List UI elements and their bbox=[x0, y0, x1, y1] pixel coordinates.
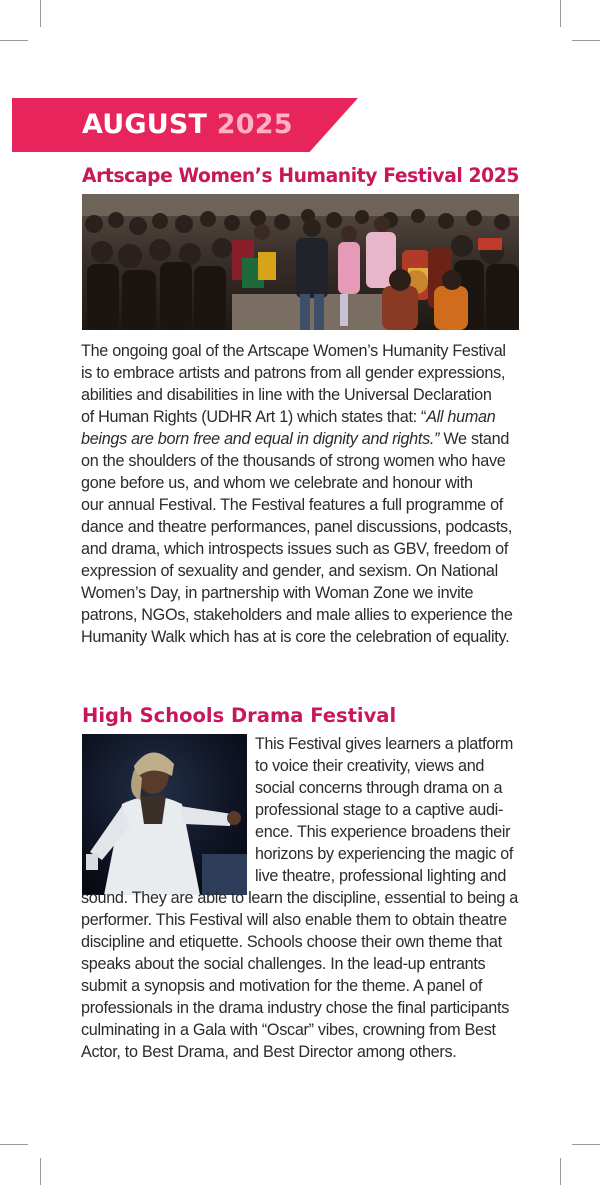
paragraph-line: discipline and etiquette. Schools choose their own theme that bbox=[81, 933, 502, 951]
body-text: patrons, NGOs, stakeholders and male allies to experience the bbox=[81, 606, 513, 624]
paragraph-line: culminating in a Gala with “Oscar” vibes, crowning from Best bbox=[81, 1021, 496, 1039]
student-performer-photo bbox=[82, 734, 247, 895]
month-heading bbox=[82, 107, 293, 143]
paragraph-line bbox=[81, 428, 513, 450]
crop-mark bbox=[40, 0, 41, 27]
body-text: The ongoing goal of the Artscape Women’s Humanity Festival bbox=[81, 342, 506, 360]
paragraph-line: social concerns through drama on a bbox=[255, 779, 503, 797]
paragraph-line: Actor, to Best Drama, and Best Director among others. bbox=[81, 1043, 457, 1061]
paragraph-line bbox=[81, 384, 513, 406]
paragraph-line bbox=[81, 582, 513, 604]
paragraph-line bbox=[81, 406, 513, 428]
paragraph-line: This Festival gives learners a platform bbox=[255, 735, 513, 753]
paragraph-line bbox=[81, 626, 513, 648]
section-title-high-schools-drama: High Schools Drama Festival bbox=[82, 704, 397, 727]
paragraph-line: speaks about the social challenges. In the lead-up entrants bbox=[81, 955, 486, 973]
womens-festival-description bbox=[81, 340, 513, 648]
crop-mark bbox=[40, 1158, 41, 1185]
banner-month: AUGUST bbox=[82, 109, 208, 140]
paragraph-line: live theatre, professional lighting and bbox=[255, 867, 507, 885]
crop-mark bbox=[0, 1144, 28, 1145]
paragraph-line: professionals in the drama industry chose the final participants bbox=[81, 999, 509, 1017]
body-text: and drama, which introspects issues such as GBV, freedom of bbox=[81, 540, 509, 558]
crop-mark bbox=[572, 40, 600, 41]
body-text: of Human Rights (UDHR Art 1) which states that: “ bbox=[81, 408, 427, 426]
drama-festival-description-full bbox=[81, 887, 518, 1063]
paragraph-line bbox=[81, 340, 513, 362]
body-text: expression of sexuality and gender, and sexism. On National bbox=[81, 562, 498, 580]
paragraph-line: performer. This Festival will also enable them to obtain theatre bbox=[81, 911, 507, 929]
body-text: Women’s Day, in partnership with Woman Zone we invite bbox=[81, 584, 474, 602]
body-text: our annual Festival. The Festival features a full programme of bbox=[81, 496, 503, 514]
paragraph-line bbox=[81, 604, 513, 626]
crowd-festival-photo bbox=[82, 194, 519, 330]
paragraph-line: to voice their creativity, views and bbox=[255, 757, 485, 775]
section-title-womens-festival: Artscape Women’s Humanity Festival 2025 bbox=[82, 164, 520, 187]
body-text: We stand bbox=[439, 430, 510, 448]
body-text: gone before us, and whom we celebrate and honour with bbox=[81, 474, 473, 492]
paragraph-line: sound. They are able to learn the discipline, essential to being a bbox=[81, 889, 519, 907]
paragraph-line: submit a synopsis and motivation for the theme. A panel of bbox=[81, 977, 483, 995]
body-text: Humanity Walk which has at is core the celebration of equality. bbox=[81, 628, 510, 646]
paragraph-line bbox=[81, 560, 513, 582]
paragraph-line: ence. This experience broadens their bbox=[255, 823, 511, 841]
paragraph-line bbox=[81, 494, 513, 516]
crop-mark bbox=[572, 1144, 600, 1145]
body-text: on the shoulders of the thousands of strong women who have bbox=[81, 452, 506, 470]
quote-text: beings are born free and equal in dignity and rights.” bbox=[81, 430, 440, 448]
crop-mark bbox=[0, 40, 28, 41]
crop-mark bbox=[560, 0, 561, 27]
body-text: dance and theatre performances, panel discussions, podcasts, bbox=[81, 518, 513, 536]
paragraph-line bbox=[81, 516, 513, 538]
body-text: is to embrace artists and patrons from all gender expressions, bbox=[81, 364, 506, 382]
paragraph-line bbox=[81, 472, 513, 494]
paragraph-line: professional stage to a captive audi- bbox=[255, 801, 504, 819]
body-text: abilities and disabilities in line with the Universal Declaration bbox=[81, 386, 492, 404]
paragraph-line: horizons by experiencing the magic of bbox=[255, 845, 513, 863]
banner-year: 2025 bbox=[216, 109, 293, 140]
quote-text: All human bbox=[426, 408, 496, 426]
paragraph-line bbox=[81, 362, 513, 384]
paragraph-line bbox=[81, 538, 513, 560]
drama-festival-description-side bbox=[255, 733, 516, 887]
paragraph-line bbox=[81, 450, 513, 472]
crop-mark bbox=[560, 1158, 561, 1185]
